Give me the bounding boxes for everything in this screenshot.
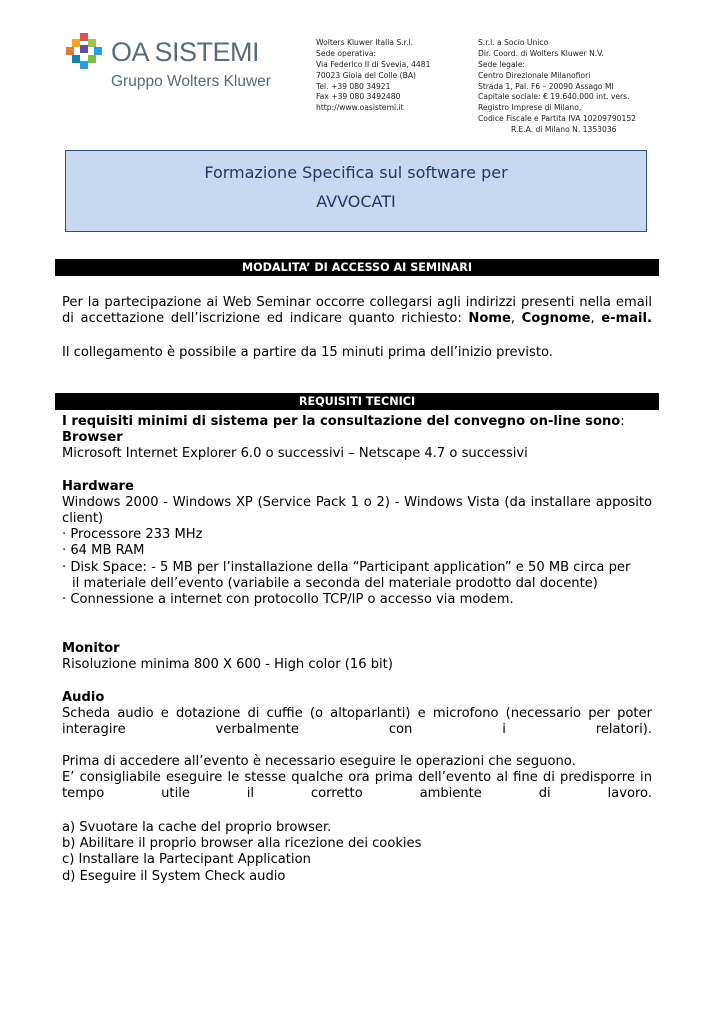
company-info-line: Fax +39 080 3492480 [316,92,401,102]
company-info-line: Tel. +39 080 34921 [316,81,391,91]
company-info-line: Codice Fiscale e Partita IVA 10209790152 [478,114,636,124]
access-timing-text: Il collegamento è possibile a partire da 15 minuti prima dell’inizio previsto. [62,345,553,360]
company-info-line: Sede legale: [478,59,525,69]
browser-text: Microsoft Internet Explorer 6.0 o successivi – Netscape 4.7 o successivi [62,446,528,461]
company-info-line: Registro Imprese di Milano, [478,103,582,113]
browser-label [62,430,652,446]
separator: , [510,311,522,327]
colon: : [620,414,625,429]
logo-subtitle: Gruppo Wolters Kluwer [111,73,271,90]
company-logo [66,33,286,93]
document-title-box [65,150,647,232]
connection-text: · Connessione a internet con protocollo TCP/IP o accesso via modem. [62,592,514,607]
hardware-label-text: Hardware [62,479,134,494]
monitor-label-text: Monitor [62,641,120,656]
company-info-line: Capitale sociale: € 19.640.000 int. vers. [478,92,630,102]
audio-text: Scheda audio e dotazione di cuffie (o altoparlanti) e microfono (necessario per poter interagire verbalmente con i relatori). [62,706,652,738]
audio-label-text: Audio [62,690,105,705]
access-text: Per la partecipazione ai Web Seminar occorre collegarsi agli indirizzi presenti nella email di accettazione dell’iscrizione ed indicare quanto richiesto: [62,295,652,327]
field-nome: Nome [468,311,511,327]
separator: , [590,311,595,327]
requirements-intro-bold: I requisiti minimi di sistema per la consultazione del convegno on-line sono [62,414,621,429]
company-info-line: Dir. Coord. di Wolters Kluwer N.V. [478,48,604,58]
section-heading-requirements: REQUISITI TECNICI [55,393,659,410]
hardware-label [62,479,652,495]
company-info-line: Wolters Kluwer Italia S.r.l. [316,38,414,47]
disk-space-line2: il materiale dell’evento (variabile a seconda del materiale prodotto dal docente) [72,576,598,591]
hw-item: · 64 MB RAM [62,543,145,558]
company-info-right [478,38,636,136]
document-title-line1: Formazione Specifica sul software per [204,163,508,182]
disk-space-line1: · Disk Space: - 5 MB per l’installazione della “Participant application” e 50 MB circa per [62,560,631,575]
requirements-intro [62,414,652,430]
company-info-line: Strada 1, Pal. F6 – 20090 Assago MI [478,81,614,91]
access-paragraph [62,295,652,344]
before-event-text: Prima di accedere all’evento è necessario eseguire le operazioni che seguono. [62,754,576,769]
logo-title: OA SISTEMI [111,37,260,67]
hardware-text: Windows 2000 - Windows XP (Service Pack 1 o 2) - Windows Vista (da installare apposito client) [62,495,652,527]
logo-mark-icon [66,33,106,73]
step-item: b) Abilitare il proprio browser alla ricezione dei cookies [62,836,422,851]
monitor-text: Risoluzione minima 800 X 600 - High color (16 bit) [62,657,393,672]
step-item: c) Installare la Partecipant Application [62,852,311,867]
company-info-line: S.r.l. a Socio Unico [478,38,549,47]
company-info-line: Via Federico II di Svevia, 4481 [316,59,431,69]
browser-label-text: Browser [62,430,123,445]
company-website-link[interactable]: http://www.oasistemi.it [316,103,404,113]
company-info-line: Centro Direzionale Milanofiori [478,70,591,80]
company-info-line: 70023 Gioia del Colle (BA) [316,70,416,80]
company-info-left [316,38,430,114]
company-info-line: Sede operativa: [316,48,377,58]
field-cognome: Cognome [521,311,591,327]
step-item: d) Eseguire il System Check audio [62,869,286,884]
section-heading-access: MODALITA’ DI ACCESSO AI SEMINARI [55,259,659,276]
audio-label [62,690,652,706]
monitor-label [62,641,652,657]
advice-text: E’ consigliabile eseguire le stesse qualche ora prima dell’evento al fine di predisporre in tempo utile il corretto ambiente di lavoro. [62,770,652,802]
step-item: a) Svuotare la cache del proprio browser. [62,820,332,835]
hw-item: · Processore 233 MHz [62,527,203,542]
field-email: e-mail. [601,311,652,327]
company-info-line: R.E.A. di Milano N. 1353036 [511,125,617,135]
document-title-line2: AVVOCATI [316,192,396,211]
